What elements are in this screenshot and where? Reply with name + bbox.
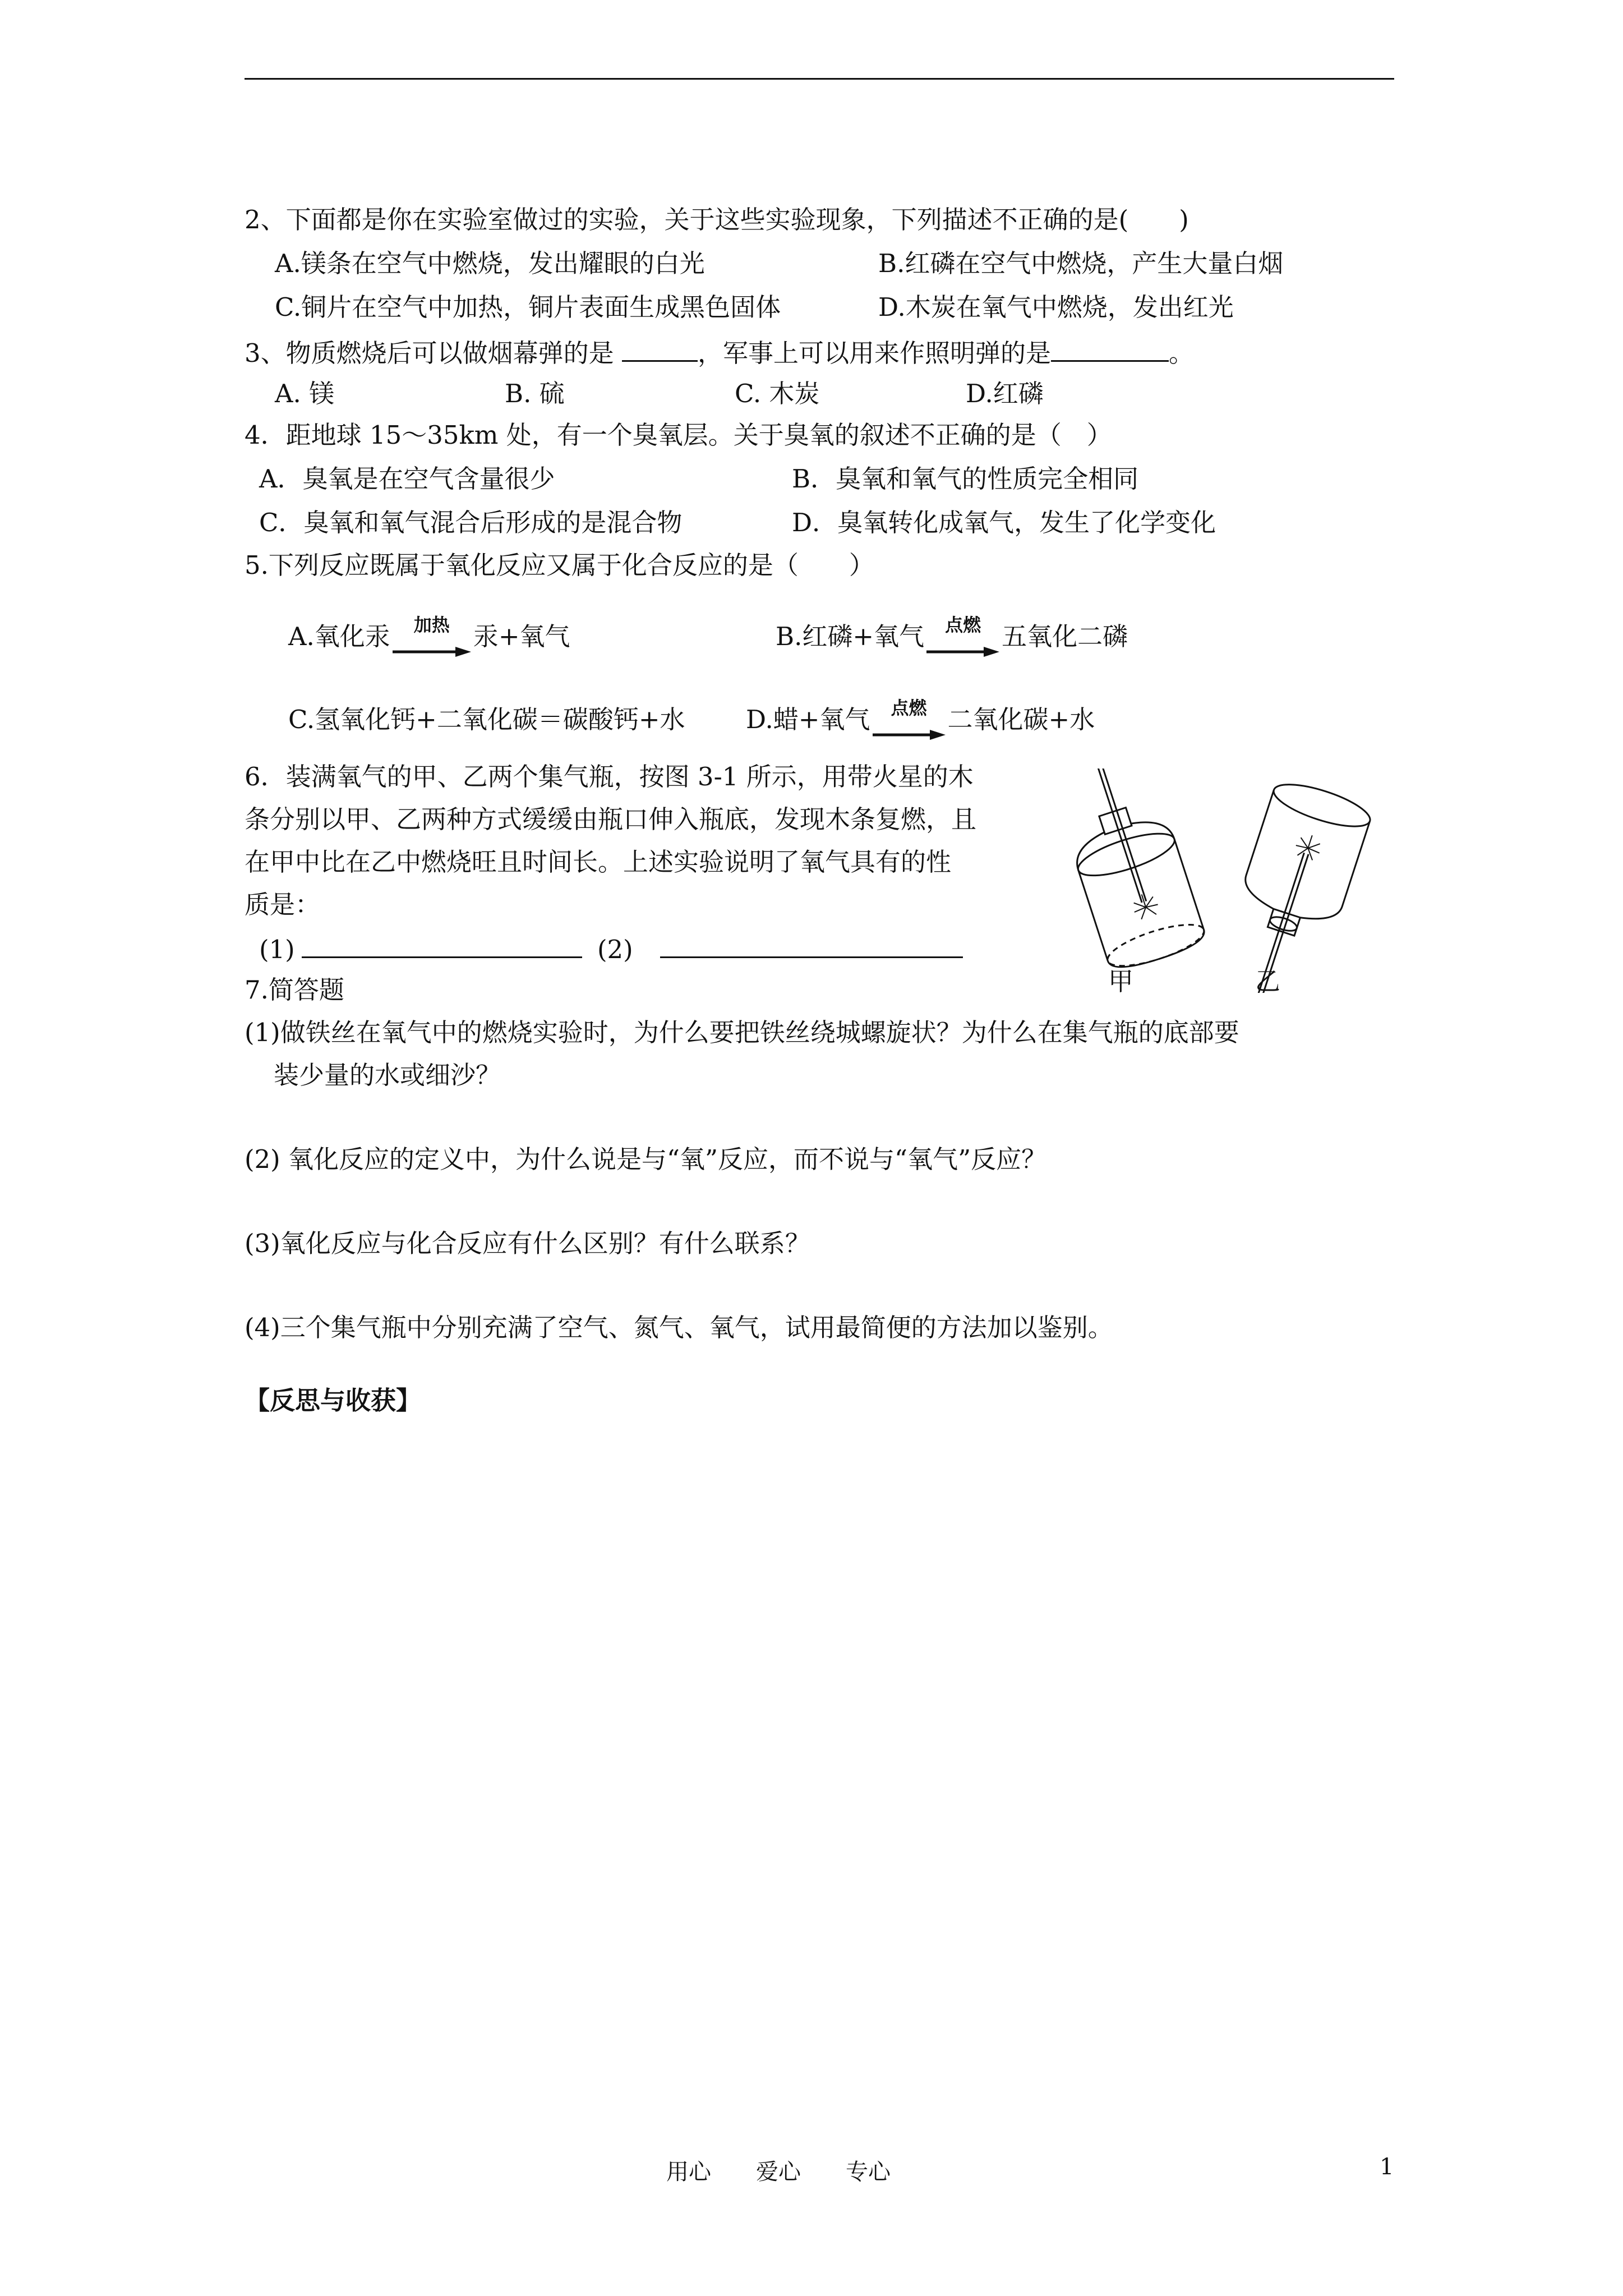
q5-d-arrow (873, 697, 946, 728)
q5-b-products: 五氧化二磷 (1002, 622, 1128, 651)
q2-option-c: C.铜片在空气中加热，铜片表面生成黑色固体 (275, 292, 781, 322)
figure-label-jia: 甲 (1108, 967, 1134, 996)
page-number: 1 (1380, 2154, 1394, 2180)
q7-item-1-line-2: 装少量的水或细沙？ (274, 1060, 501, 1090)
arrow-icon (873, 729, 946, 741)
q4-option-a: A．臭氧是在空气含量很少 (259, 464, 555, 494)
footer-motto: 用心 爱心 专心 (666, 2159, 891, 2185)
q6-line-2: 条分别以甲、乙两种方式缓缓由瓶口伸入瓶底，发现木条复燃，且 (245, 804, 977, 834)
q5-stem: 5.下列反应既属于氧化反应又属于化合反应的是（ ） (245, 550, 874, 580)
q6-blank-2[interactable] (660, 931, 963, 958)
q5-d-reactants: D.蜡+氧气 (746, 705, 870, 734)
q4-option-b: B．臭氧和氧气的性质完全相同 (792, 464, 1139, 494)
q5-option-b (776, 614, 1128, 654)
q5-a-products: 汞+氧气 (473, 622, 570, 651)
q3-option-a: A. 镁 (275, 379, 335, 408)
q5-option-d (746, 697, 1095, 737)
q6-answer-2 (597, 931, 963, 967)
q5-d-products: 二氧化碳+水 (947, 705, 1095, 734)
q3-option-d: D.红磷 (966, 379, 1044, 408)
jar-yi (1211, 776, 1374, 993)
q5-a-arrow (393, 614, 471, 645)
arrow-icon (393, 646, 471, 658)
q3-stem-part3: 。 (1168, 338, 1194, 368)
q5-option-c: C.氢氧化钙+二氧化碳＝碳酸钙+水 (288, 705, 685, 734)
q6-answer-1-label: (1) (259, 935, 295, 964)
q7-item-1-line-1: (1)做铁丝在氧气中的燃烧实验时，为什么要把铁丝绕城螺旋状？为什么在集气瓶的底部要 (245, 1018, 1239, 1047)
q3-option-b: B. 硫 (505, 379, 565, 408)
q5-b-reactants: B.红磷+氧气 (776, 622, 925, 651)
q5-a-condition: 加热 (413, 614, 450, 636)
q7-item-4: (4)三个集气瓶中分别充满了空气、氮气、氧气，试用最简便的方法加以鉴别。 (245, 1313, 1113, 1342)
q4-stem: 4．距地球 15～35km 处，有一个臭氧层。关于臭氧的叙述不正确的是（ ） (245, 420, 1112, 450)
q4-option-d: D．臭氧转化成氧气，发生了化学变化 (792, 508, 1216, 537)
q2-option-b: B.红磷在空气中燃烧，产生大量白烟 (878, 249, 1284, 278)
gas-jar-figure (1066, 769, 1380, 993)
q3-stem-part1: 3、物质燃烧后可以做烟幕弹的是 (245, 338, 622, 368)
header-rule (245, 78, 1394, 80)
q3-stem (245, 334, 1194, 370)
reflection-heading: 【反思与收获】 (245, 1386, 422, 1415)
q5-b-arrow (926, 614, 999, 645)
q2-option-d: D.木炭在氧气中燃烧，发出红光 (878, 292, 1234, 322)
q3-blank-1[interactable] (622, 334, 698, 362)
q3-stem-part2: ，军事上可以用来作照明弹的是 (697, 338, 1051, 368)
q7-title: 7.简答题 (245, 975, 344, 1005)
q6-blank-1[interactable] (302, 931, 582, 958)
q6-line-3: 在甲中比在乙中燃烧旺且时间长。上述实验说明了氧气具有的性 (245, 847, 952, 877)
q5-b-condition: 点燃 (945, 614, 981, 636)
q7-item-3: (3)氧化反应与化合反应有什么区别？有什么联系？ (245, 1228, 810, 1258)
q2-stem: 2、下面都是你在实验室做过的实验，关于这些实验现象，下列描述不正确的是( ) (245, 205, 1189, 234)
q5-a-reactants: A.氧化汞 (288, 622, 390, 651)
figure-label-yi: 乙 (1255, 967, 1281, 996)
jar-jia (1066, 769, 1208, 974)
q2-option-a: A.镁条在空气中燃烧，发出耀眼的白光 (275, 249, 705, 278)
q5-option-a (288, 614, 570, 654)
q3-option-c: C. 木炭 (735, 379, 820, 408)
q6-answer-1 (259, 931, 582, 967)
q7-item-2: (2) 氧化反应的定义中，为什么说是与“氧”反应，而不说与“氧气”反应？ (245, 1144, 1047, 1174)
arrow-icon (926, 646, 999, 658)
q6-answer-2-label: (2) (597, 935, 633, 964)
q4-option-c: C．臭氧和氧气混合后形成的是混合物 (259, 508, 683, 537)
q5-d-condition: 点燃 (891, 697, 927, 719)
q6-line-4: 质是： (245, 890, 321, 919)
q6-line-1: 6．装满氧气的甲、乙两个集气瓶，按图 3-1 所示，用带火星的木 (245, 762, 974, 792)
q3-blank-2[interactable] (1051, 334, 1169, 362)
